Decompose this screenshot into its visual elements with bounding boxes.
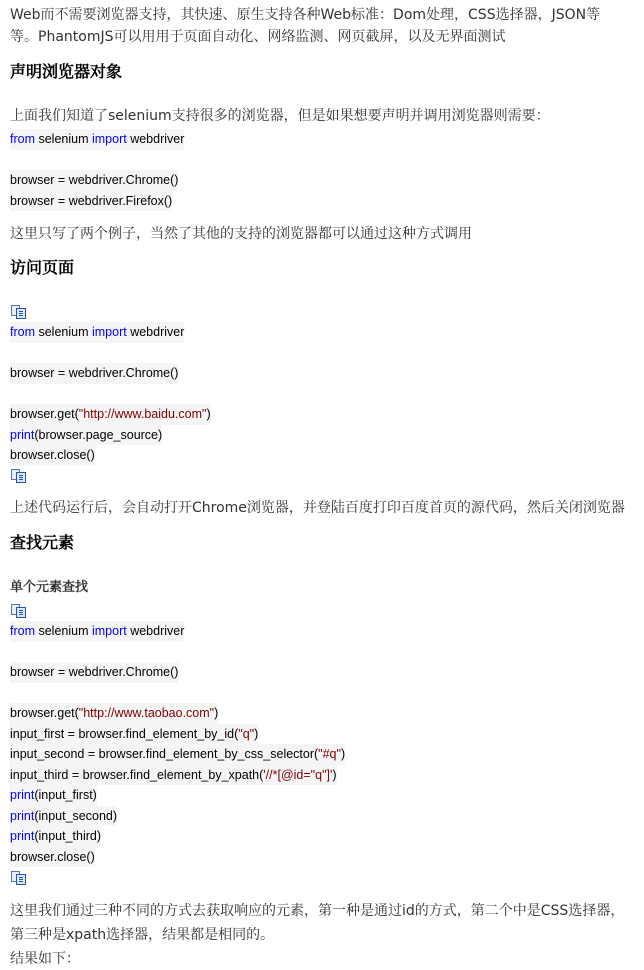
copy-code-icon[interactable] [10,468,26,482]
code-text: ) [254,726,259,741]
code-line: browser = webdriver.Chrome() [10,363,178,384]
code-text: browser.get( [10,407,79,421]
string-literal: '//*[@id="q"]' [263,767,333,782]
code-text: ) [332,767,337,782]
string-literal: "q" [238,726,255,741]
code-line: browser = webdriver.Firefox() [10,191,172,212]
section1-note: 这里只写了两个例子，当然了其他的支持的浏览器都可以通过这种方式调用 [10,226,472,242]
keyword: print [10,808,35,823]
heading-visit-page: 访问页面 [10,258,75,277]
code-text: input_second = browser.find_element_by_css_selector( [10,747,319,761]
code-text: (browser.page_source) [34,427,163,442]
keyword: import [91,624,127,638]
section2-note: 上述代码运行后，会自动打开Chrome浏览器，并登陆百度打印百度首页的源代码，然后关闭浏览器 [10,500,625,516]
code-text: selenium [35,132,92,146]
code-text: selenium [35,624,92,638]
code-block-visit [10,321,211,465]
keyword: from [10,132,35,146]
code-line [10,129,184,150]
code-block-declare [10,128,184,210]
code-line: browser.close() [10,847,95,868]
intro-line-1: Web而不需要浏览器支持，其快速、原生支持各种Web标准：Dom处理，CSS选择器，JSON等 [10,7,601,23]
code-text: webdriver [126,325,185,339]
code-text: ) [214,706,219,720]
subheading-single-element: 单个元素查找 [10,580,89,595]
code-line [10,703,218,724]
string-literal: "#q" [318,747,341,761]
code-text: (input_first) [34,788,97,802]
code-line [10,765,337,786]
copy-code-icon[interactable] [10,603,26,617]
code-block-find [10,620,345,866]
code-line: browser = webdriver.Chrome() [10,170,178,191]
code-line [10,826,101,847]
code-text: ) [206,407,211,421]
section3-note-line-1: 这里我们通过三种不同的方式去获取响应的元素，第一种是通过id的方式，第二个中是CSS选择器， [10,903,625,919]
code-line [10,425,162,446]
code-text: (input_third) [34,829,102,843]
keyword: from [10,325,35,339]
copy-code-icon[interactable] [10,870,26,884]
code-line [10,404,211,425]
keyword: import [91,132,127,146]
heading-find-elements: 查找元素 [10,533,75,552]
result-label: 结果如下： [10,951,80,967]
keyword: import [91,325,127,339]
code-line [10,785,97,806]
string-literal: "http://www.baidu.com" [78,407,207,421]
keyword: print [10,788,35,802]
code-line [10,744,345,765]
code-text: selenium [35,325,92,339]
code-line: browser.close() [10,445,95,466]
code-line [10,724,258,745]
heading-declare-browser: 声明浏览器对象 [10,62,123,81]
code-text: webdriver [126,624,185,638]
code-line [10,806,117,827]
keyword: print [10,427,35,442]
code-text: ) [340,747,346,761]
keyword: from [10,624,35,638]
section3-note-line-2: 第三种是xpath选择器，结果都是相同的。 [10,927,275,943]
code-text: input_first = browser.find_element_by_id( [10,726,239,741]
code-line [10,621,184,642]
code-line [10,322,184,343]
code-text: input_third = browser.find_element_by_xpath( [10,767,264,782]
string-literal: "http://www.taobao.com" [78,706,215,720]
code-text: webdriver [126,132,185,146]
code-line: browser = webdriver.Chrome() [10,662,178,683]
copy-code-icon[interactable] [10,304,26,318]
section1-intro: 上面我们知道了selenium支持很多的浏览器，但是如果想要声明并调用浏览器则需要： [10,108,550,124]
keyword: print [10,829,35,843]
code-text: browser.get( [10,706,79,720]
intro-line-2: 等。PhantomJS可以用用于页面自动化、网络监测、网页截屏，以及无界面测试 [10,29,506,45]
code-text: (input_second) [34,808,118,823]
